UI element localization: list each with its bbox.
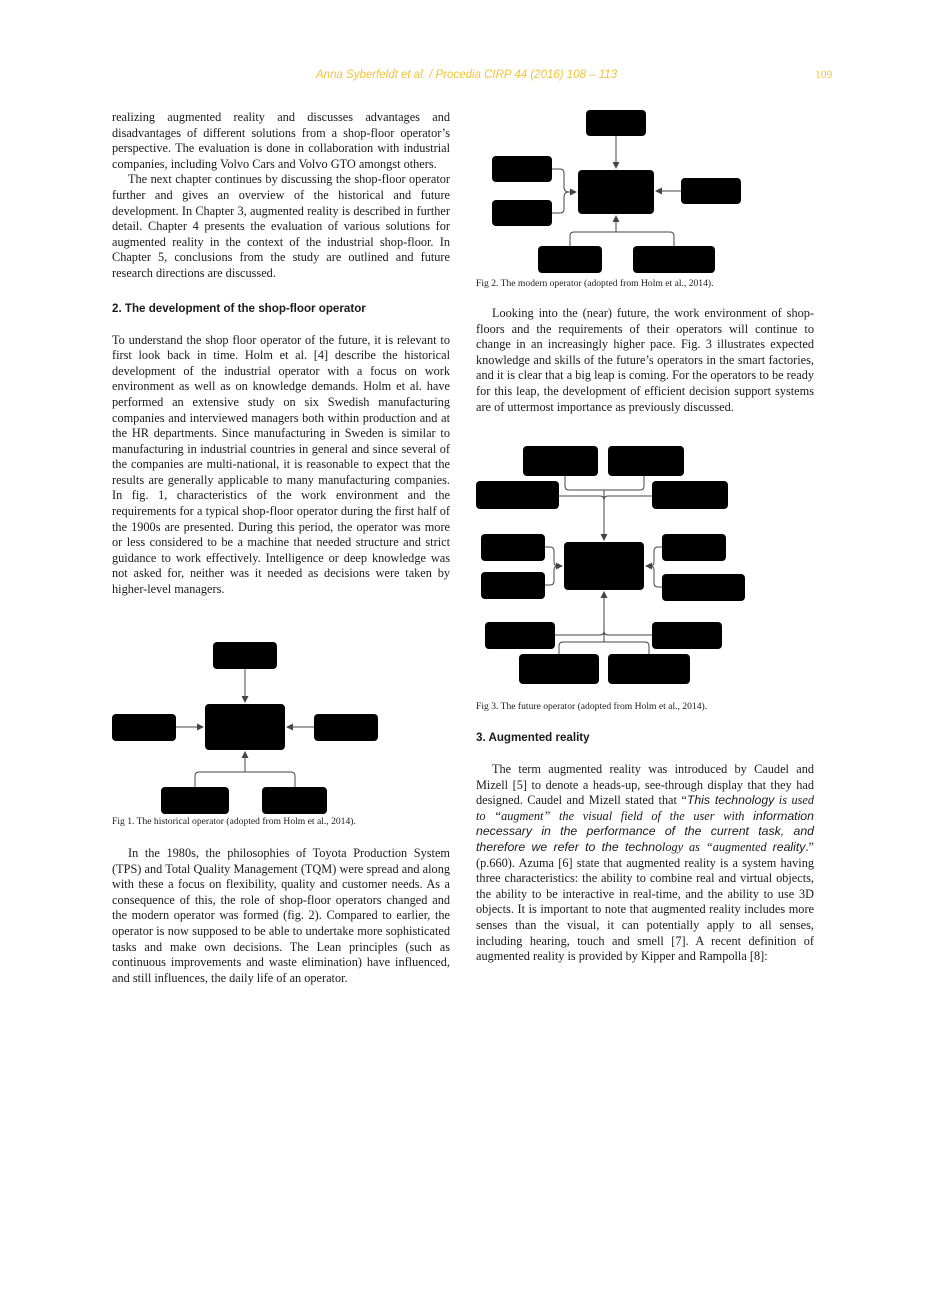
fig2-box-right <box>681 178 741 204</box>
section-2-heading: 2. The development of the shop-floor operator <box>112 301 366 315</box>
paragraph-augmented-reality-definition <box>476 762 814 965</box>
fig2-box-left-upper <box>492 156 552 182</box>
fig1-box-center <box>205 704 285 750</box>
fig3-box-mid-left-1 <box>481 534 545 561</box>
figure-1-historical-operator <box>110 640 382 816</box>
ar-text-rest: .” (p.660). Azuma [6] state that augmented reality is a system having three characteristics: the ability to combine real and virtual objects, the ability to be interactive in real-time, and the ability to use 3D objects. It is important to note that augmented reality includes more senses than the visual, it can potentially apply to all senses, including hearing, touch and smell [7]. A recent definition of augmented reality is provided by Kipper and Rampolla [8]: <box>476 839 815 964</box>
left-column <box>112 110 450 598</box>
ar-quote-part-5: reality <box>772 839 806 854</box>
fig3-box-top-left <box>523 446 598 476</box>
fig3-box-upper-right <box>652 481 728 509</box>
paragraph-modern-operator: In the 1980s, the philosophies of Toyota Production System (TPS) and Total Quality Management (TQM) were spread and along with these a focus on flexibility, quality and customer needs. As a consequence of this, the role of shop-floor operators changed and the modern operator was formed (fig. 2). Compared to earlier, the operator is now supposed to be able to undertake more sophisticated tasks and make own decisions. The Lean principles (such as continuous improvements and waste elimination) have influenced, and still influences, the daily life of an operator. <box>112 846 450 985</box>
fig3-box-lower-left <box>485 622 555 649</box>
ar-quote-part-1: This technology <box>686 793 775 808</box>
figure-3-caption: Fig 3. The future operator (adopted from Holm et al., 2014). <box>476 701 708 712</box>
paragraph-intro-end: realizing augmented reality and discusses advantages and disadvantages of different solutions from a shop-floor operator’s perspective. The evaluation is done in collaboration with industrial companies, including Volvo Cars and Volvo GTO amongst others. <box>112 110 450 171</box>
fig3-box-mid-right-2 <box>662 574 745 601</box>
fig3-box-bottom-left <box>519 654 599 684</box>
fig2-box-left-lower <box>492 200 552 226</box>
fig2-box-bottom-left <box>538 246 602 273</box>
paragraph-chapter-overview: The next chapter continues by discussing the shop-floor operator further and gives an overview of the historical and future development. In Chapter 3, augmented reality is described in further detail. Chapter 4 presents the evaluation of various solutions for augmented reality in the context of the industrial shop-floor. In Chapter 5, conclusions from the study are outlined and future research directions are discussed. <box>112 172 450 280</box>
fig3-box-center <box>564 542 644 590</box>
right-column-bottom <box>476 731 814 965</box>
right-column-top <box>476 306 814 415</box>
figure-3-future-operator <box>474 444 750 688</box>
left-column-bottom <box>112 846 450 986</box>
fig1-box-bottom-left <box>161 787 229 814</box>
section-3-heading: 3. Augmented reality <box>476 731 590 744</box>
header-authors: Anna Syberfeldt et al. / Procedia CIRP 44 (2016) 108 – 113 <box>316 69 618 81</box>
ar-text-intro: The term augmented reality was introduced by Caudel and Mizell [5] to denote a heads-up, see-through display that they had designed. Caudel and Mizell stated that “ <box>476 762 814 808</box>
fig2-box-center <box>578 170 654 214</box>
ar-quote-part-2: is used to “augment” the visual field of the user with <box>476 793 814 823</box>
fig1-box-right <box>314 714 378 741</box>
fig2-box-top <box>586 110 646 136</box>
fig3-box-upper-left <box>476 481 559 509</box>
ar-quote-part-4: logy as “augmented <box>661 839 773 854</box>
ar-quote-part-3: information necessary in the performance of the current task, and therefore we refer to the techno <box>476 808 814 854</box>
page-number: 109 <box>815 69 833 81</box>
paragraph-future-operator: Looking into the (near) future, the work environment of shop-floors and the requirements of their operators will continue to change in an increasingly higher pace. Fig. 3 illustrates expected knowledge and skills of the future’s operators in the smart factories, and it is clear that a big leap is coming. For the operators to be ready for this leap, the development of efficient decision support systems are of uttermost importance as previously discussed. <box>476 306 814 414</box>
fig1-box-bottom-right <box>262 787 327 814</box>
figure-1-caption: Fig 1. The historical operator (adopted from Holm et al., 2014). <box>112 816 356 827</box>
figure-2-modern-operator <box>488 108 744 276</box>
fig1-box-top <box>213 642 277 669</box>
fig3-box-mid-right-1 <box>662 534 726 561</box>
fig3-box-top-right <box>608 446 684 476</box>
fig3-box-lower-right <box>652 622 722 649</box>
paragraph-historical-operator: To understand the shop floor operator of the future, it is relevant to first look back in time. Holm et al. [4] describe the historical development of the industrial operator with a focus on work environment as well as on knowledge demands. Holm et al. have performed an extensive study on six Swedish manufacturing companies and interviewed managers both within production and at the HR departments. Since manufacturing in Sweden is similar to manufacturing in industrial countries in general and since several of the companies are multi-national, it is reasonable to expect that the results are generally applicable to many manufacturing companies. In fig. 1, characteristics of the work environment and the requirements for a typical shop-floor operator during the first half of the 1900s are presented. During this period, the operator was more or less considered to be a machine that needed structure and strict guidance to work effectively. Intelligence or deep knowledge was not asked for, neither was it needed as decisions were taken by higher-level managers. <box>112 332 450 597</box>
fig3-box-bottom-right <box>608 654 690 684</box>
figure-2-caption: Fig 2. The modern operator (adopted from Holm et al., 2014). <box>476 278 714 289</box>
fig1-box-left <box>112 714 176 741</box>
fig2-box-bottom-right <box>633 246 715 273</box>
fig3-box-mid-left-2 <box>481 572 545 599</box>
